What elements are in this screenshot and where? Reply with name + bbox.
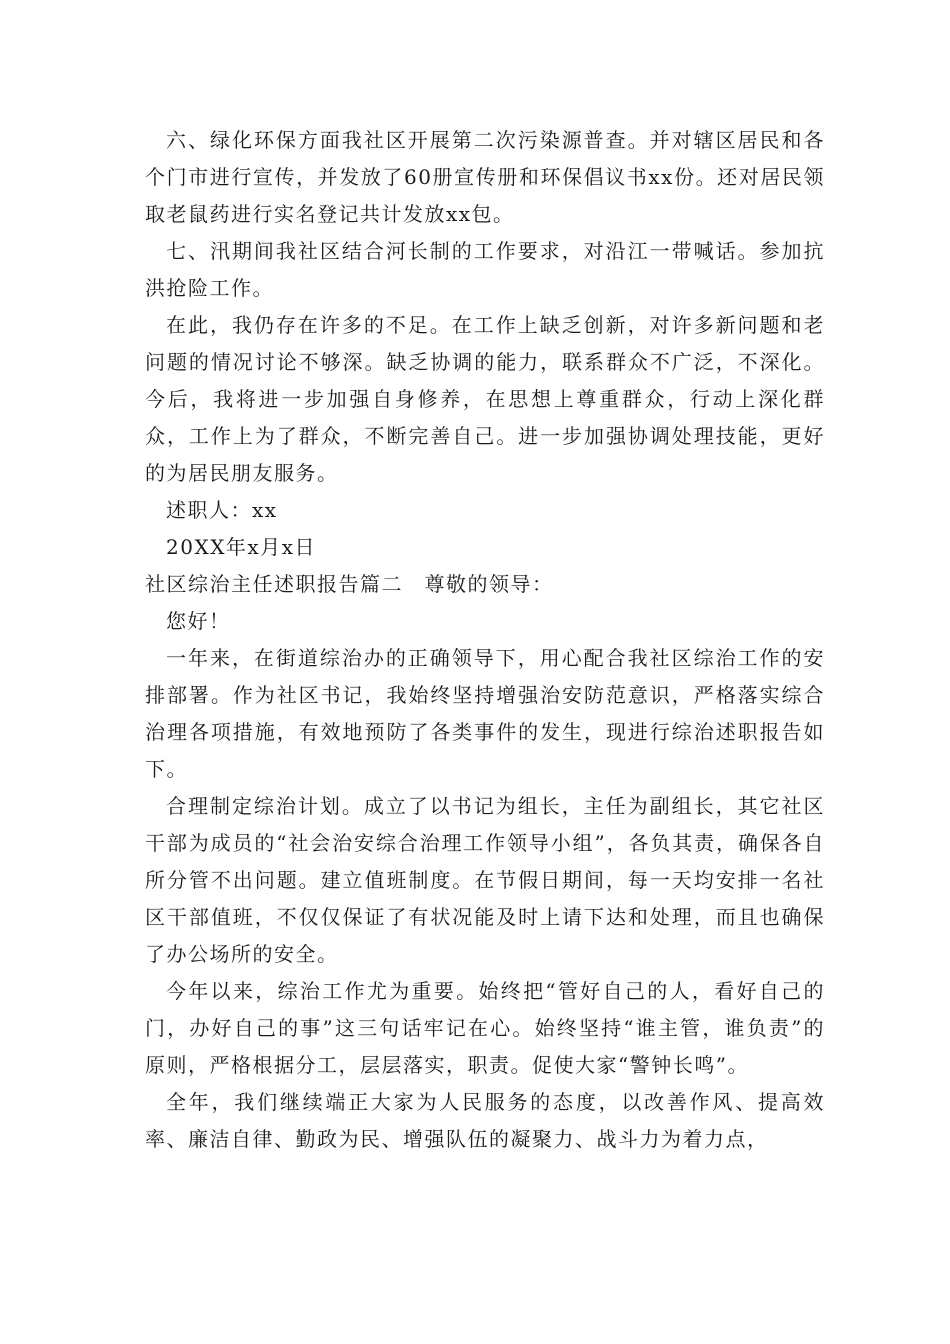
paragraph-plan: 合理制定综治计划。成立了以书记为组长，主任为副组长，其它社区干部为成员的“社会治安综合治理工作领导小组”，各负其责，确保各自所分管不出问题。建立值班制度。在节假日期间，每一天均安排一名社区干部值班，不仅仅保证了有状况能及时上请下达和处理，而且也确保了办公场所的安全。 — [145, 794, 825, 966]
paragraph-flood-season: 七、汛期间我社区结合河长制的工作要求，对沿江一带喊话。参加抗洪抢险工作。 — [145, 239, 825, 300]
document-body — [145, 122, 825, 1158]
section-heading: 社区综治主任述职报告篇二 尊敬的领导： — [145, 572, 554, 596]
signature-line: 述职人：xx — [166, 498, 278, 522]
greeting-line: 您好！ — [166, 609, 231, 633]
paragraph-shortcomings: 在此，我仍存在许多的不足。在工作上缺乏创新，对许多新问题和老问题的情况讨论不够深。缺乏协调的能力，联系群众不广泛，不深化。今后，我将进一步加强自身修养，在思想上尊重群众，行动上深化群众，工作上为了群众，不断完善自己。进一步加强协调处理技能，更好的为居民朋友服务。 — [145, 313, 825, 485]
paragraph-greening: 六、绿化环保方面我社区开展第二次污染源普查。并对辖区居民和各个门市进行宣传，并发放了60册宣传册和环保倡议书xx份。还对居民领取老鼠药进行实名登记共计发放xx包。 — [145, 128, 825, 226]
paragraph-attitude: 全年，我们继续端正大家为人民服务的态度，以改善作风、提高效率、廉洁自律、勤政为民、增强队伍的凝聚力、战斗力为着力点， — [145, 1090, 825, 1151]
paragraph-responsibility: 今年以来，综治工作尤为重要。始终把“管好自己的人，看好自己的门，办好自己的事”这三句话牢记在心。始终坚持“谁主管，谁负责”的原则，严格根据分工，层层落实，职责。促使大家“警钟长鸣”。 — [145, 979, 825, 1077]
paragraph-intro: 一年来，在街道综治办的正确领导下，用心配合我社区综治工作的安排部署。作为社区书记，我始终坚持增强治安防范意识，严格落实综合治理各项措施，有效地预防了各类事件的发生，现进行综治述职报告如下。 — [145, 646, 825, 781]
date-line: 20XX年x月x日 — [166, 535, 316, 559]
